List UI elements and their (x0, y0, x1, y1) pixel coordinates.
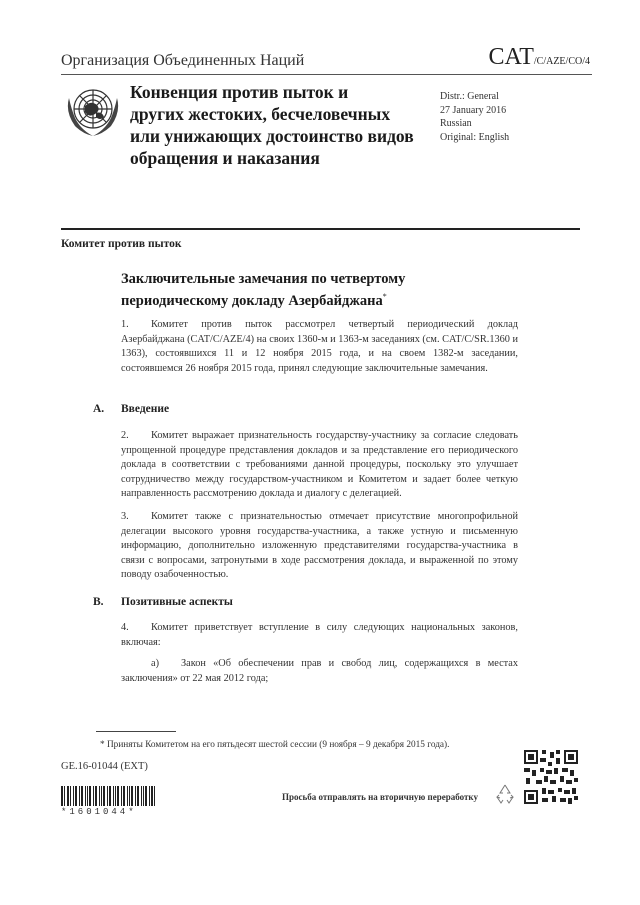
heading-line: Заключительные замечания по четвертому (121, 271, 406, 287)
paragraph-text: Комитет против пыток рассмотрел четвертый периодический доклад Азербайджана (CAT/C/AZE/4) на своих 1360-м и 1363-м заседаниях (см. CAT/C/SR.1360 и 1363), состоявшихся 11 и 12 ноября 2015 года, и на своем 1382-м заседании, состоявшемся 26 ноября 2015 года, принял следующие заключительные замечания. (121, 319, 518, 374)
title-line: Конвенция против пыток и (130, 82, 349, 102)
paragraph-number: 4. (121, 622, 129, 633)
paragraph-1 (121, 318, 518, 376)
distr-label: Distr.: General (440, 91, 499, 102)
un-emblem-icon (63, 80, 123, 142)
recycle-note: Просьба отправлять на вторичную переработку (282, 792, 478, 802)
paragraph-number: 2. (121, 430, 129, 441)
subitem-label: a) (151, 658, 159, 669)
paragraph-4 (121, 621, 518, 650)
paragraph-text: Комитет выражает признательность государству-участнику за согласие следовать упрощенной процедуре представления докладов и за представление его периодического доклада в соответствии с требованиями данной процедуры, поскольку это улучшает сотрудничество между государством-участником и Комитетом и задает более четкую направленность рассмотрению доклада и диалогу с делегацией. (121, 430, 518, 499)
section-a-heading: A. Введение (93, 403, 170, 415)
organization-name: Организация Объединенных Наций (61, 52, 305, 69)
header-rule (61, 74, 592, 75)
committee-name: Комитет против пыток (61, 238, 182, 250)
footnote-mark: * (382, 292, 387, 301)
distr-original: Original: English (440, 131, 510, 143)
symbol-main: CAT (488, 44, 534, 70)
recycle-icon (494, 783, 516, 805)
section-b-heading: B. Позитивные аспекты (93, 596, 233, 608)
paragraph-text: Комитет также с признательностью отмечает присутствие многопрофильной делегации высокого уровня государства-участника, а также устную и письменную информацию, дополнительно изложенную представителями государства-участника в связи с вопросами, затронутыми в ходе рассмотрения доклада, и выраженной по этому поводу озабоченностью. (121, 511, 518, 580)
distr-date: 27 January 2016 (440, 104, 507, 116)
subitem-a (121, 657, 518, 686)
subitem-text: Закон «Об обеспечении прав и свобод лиц, содержащихся в местах заключения» от 22 мая 2012 года; (121, 658, 518, 684)
footnote-rule (96, 731, 176, 732)
distribution-block (440, 90, 509, 144)
document-symbol (489, 44, 590, 71)
footnote: * Приняты Комитетом на его пятьдесят шестой сессии (9 ноября – 9 декабря 2015 года). (100, 740, 450, 750)
paragraph-3 (121, 510, 518, 583)
qr-code-icon (524, 750, 578, 804)
barcode-icon (61, 786, 155, 806)
paragraph-2 (121, 429, 518, 502)
job-number: GE.16-01044 (EXT) (61, 761, 148, 772)
title-line: других жестоких, бесчеловечных (130, 104, 391, 124)
title-rule (61, 228, 580, 230)
symbol-suffix: /C/AZE/CO/4 (533, 56, 590, 67)
heading-line: периодическому докладу Азербайджана* (121, 292, 387, 309)
convention-title (130, 81, 430, 169)
document-heading (121, 270, 521, 310)
paragraph-number: 1. (121, 319, 129, 330)
barcode-number: *1601044* (61, 807, 137, 817)
paragraph-number: 3. (121, 511, 129, 522)
title-line: обращения и наказания (130, 148, 320, 168)
paragraph-text: Комитет приветствует вступление в силу следующих национальных законов, включая: (121, 622, 518, 648)
distr-language: Russian (440, 118, 472, 129)
title-line: или унижающих достоинство видов (130, 126, 414, 146)
